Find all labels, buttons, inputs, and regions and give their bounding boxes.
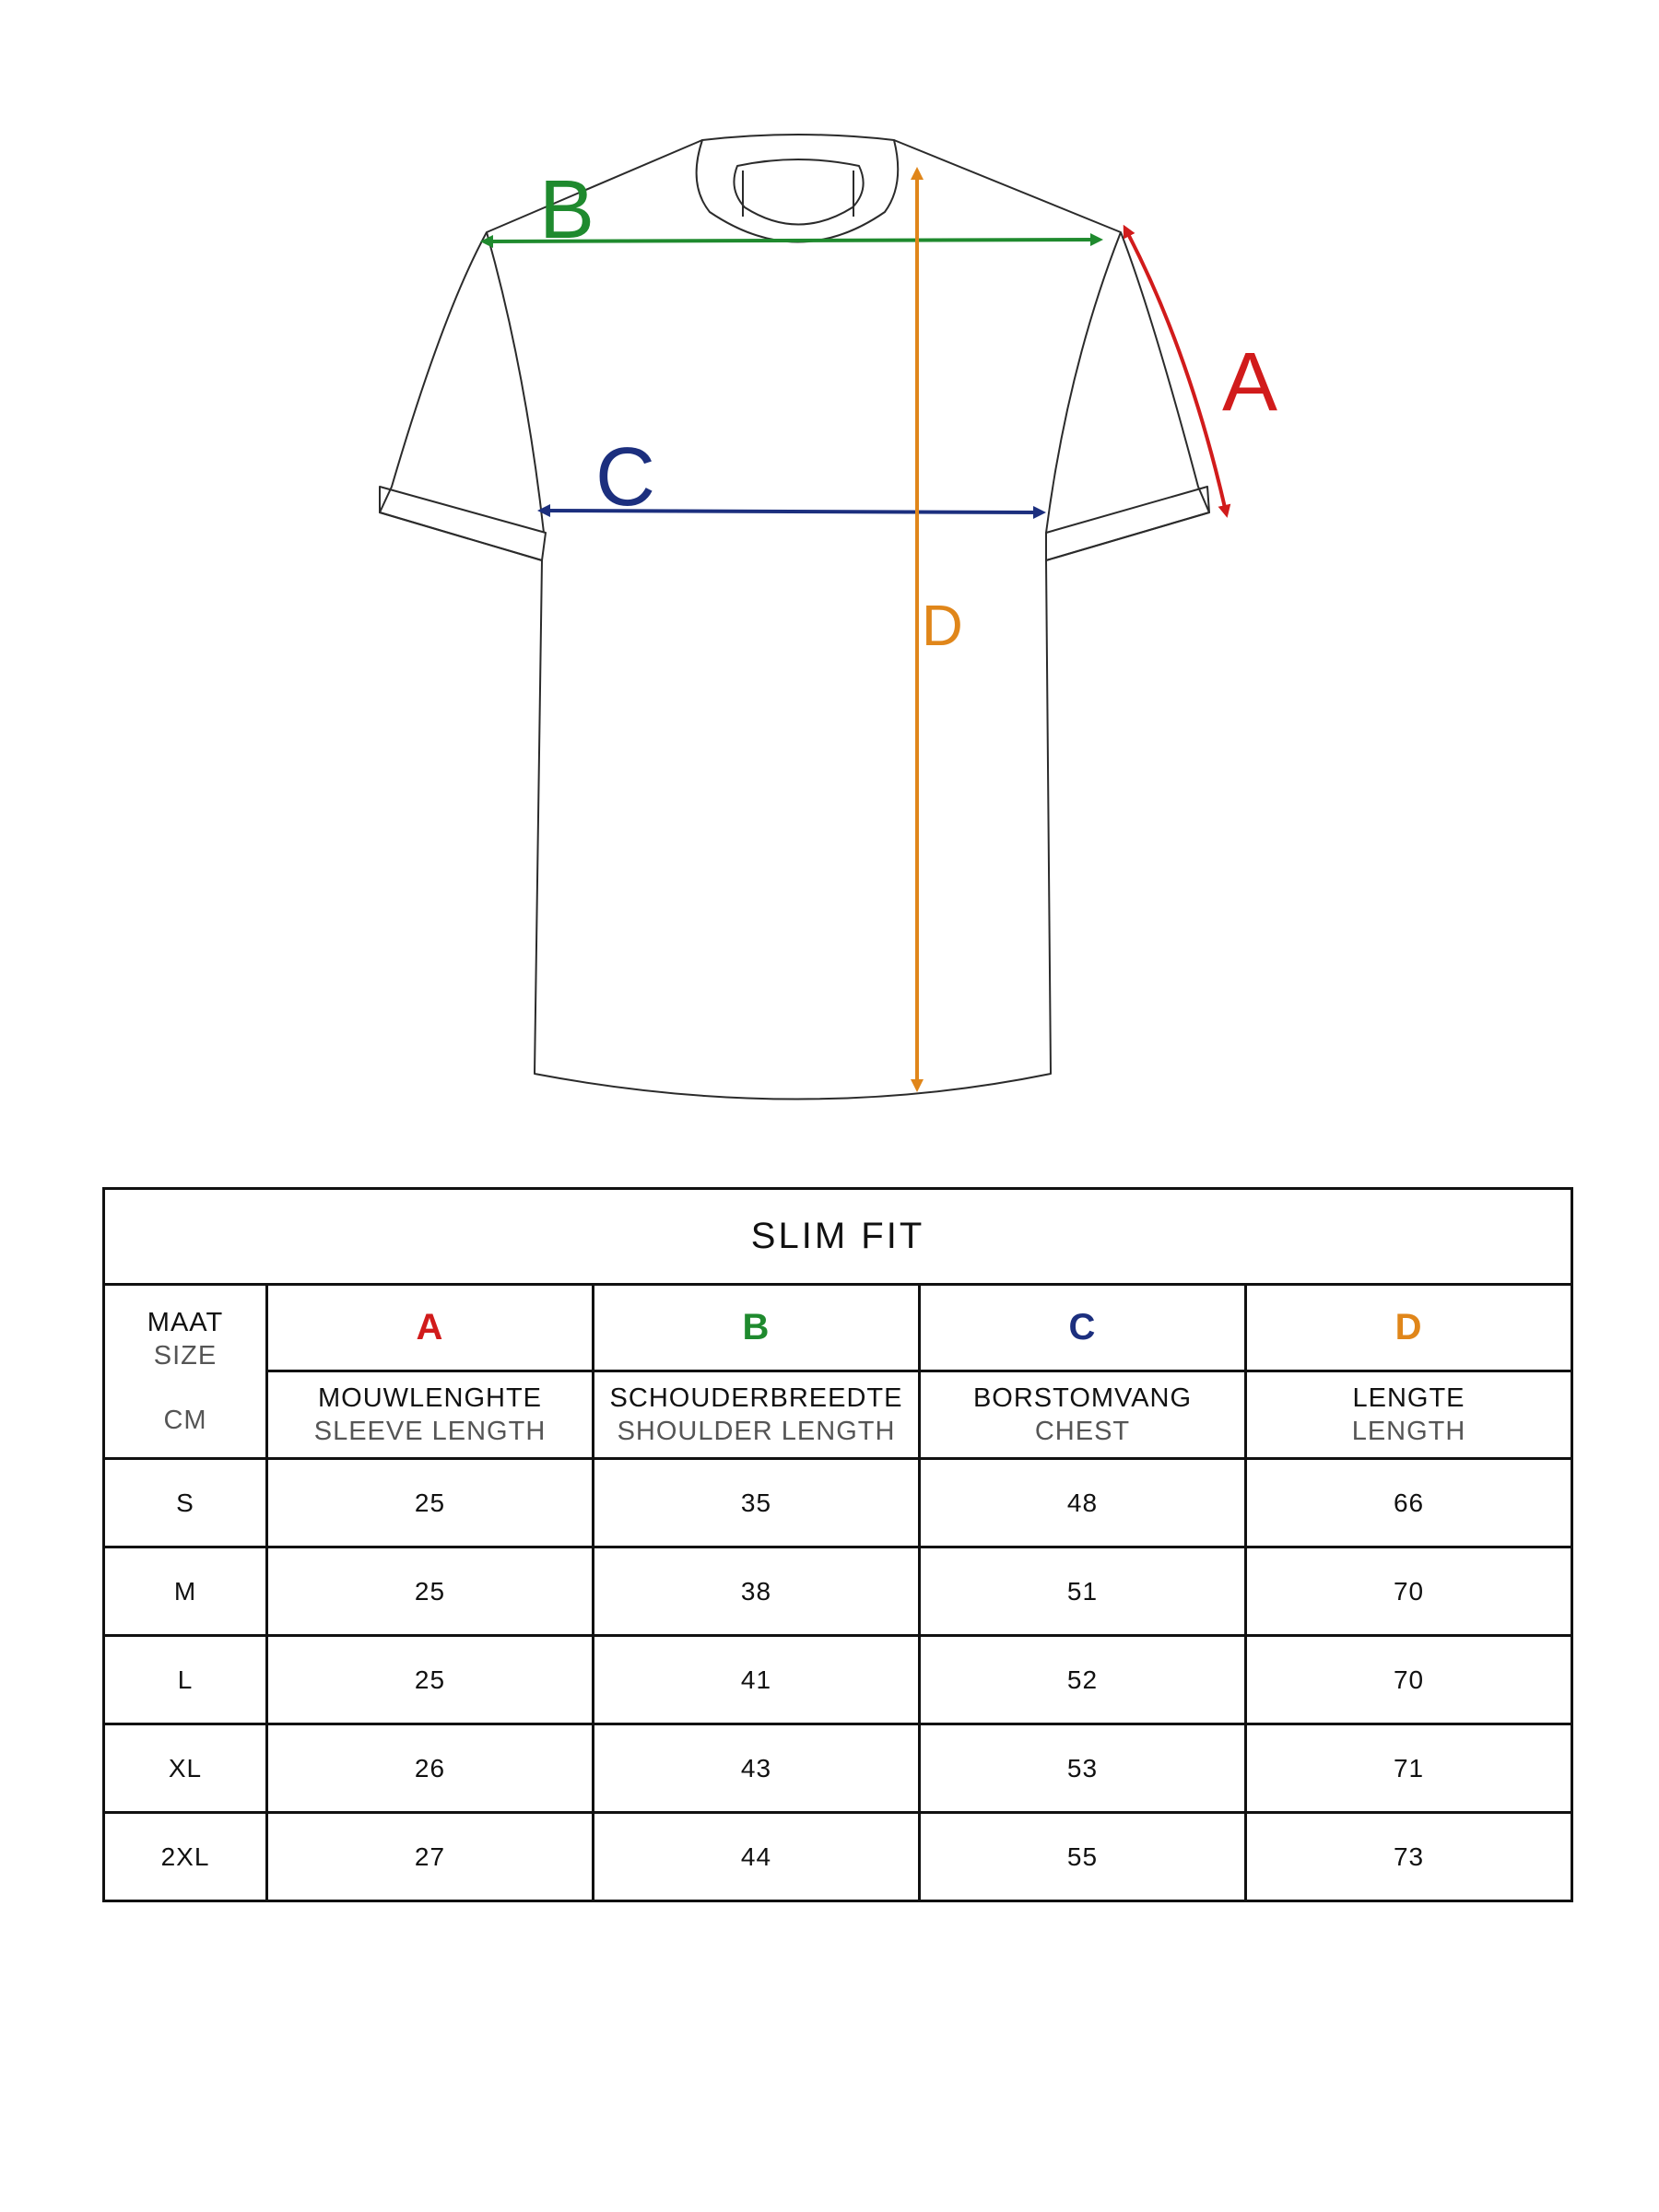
value-cell: 52 [920, 1636, 1246, 1724]
size-cell: XL [104, 1724, 267, 1813]
value-cell: 44 [594, 1813, 920, 1901]
unit-label: CM [163, 1406, 207, 1435]
value-cell: 35 [594, 1459, 920, 1547]
value-cell: 41 [594, 1636, 920, 1724]
table-row [104, 1813, 1572, 1901]
value-cell: 71 [1246, 1724, 1572, 1813]
column-label-d [1246, 1371, 1572, 1459]
column-letter-c: C [920, 1285, 1246, 1371]
value-cell: 73 [1246, 1813, 1572, 1901]
value-cell: 48 [920, 1459, 1246, 1547]
column-label-nl: MOUWLENGHTE [318, 1383, 542, 1413]
marker-c-label: C [595, 431, 655, 524]
size-header-nl: MAAT [147, 1308, 224, 1337]
size-cell: M [104, 1547, 267, 1636]
value-cell: 26 [267, 1724, 594, 1813]
value-cell: 25 [267, 1547, 594, 1636]
value-cell: 66 [1246, 1459, 1572, 1547]
marker-b-label: B [539, 164, 595, 256]
table-row [104, 1724, 1572, 1813]
collar-outer [697, 135, 899, 242]
column-label-b [594, 1371, 920, 1459]
column-label-en: CHEST [1034, 1417, 1131, 1446]
sleeve-length-arrow [1126, 230, 1226, 512]
table-title: SLIM FIT [104, 1189, 1572, 1285]
value-cell: 70 [1246, 1547, 1572, 1636]
size-chart-table [102, 1187, 1573, 1902]
column-letter-a: A [267, 1285, 594, 1371]
column-label-nl: SCHOUDERBREEDTE [609, 1383, 903, 1413]
size-header-cell [104, 1285, 267, 1459]
column-label-nl: LENGTE [1352, 1383, 1465, 1413]
tshirt-body [380, 140, 1209, 1100]
column-label-nl: BORSTOMVANG [972, 1383, 1193, 1413]
column-label-en: SHOULDER LENGTH [617, 1417, 896, 1446]
value-cell: 38 [594, 1547, 920, 1636]
value-cell: 70 [1246, 1636, 1572, 1724]
value-cell: 25 [267, 1636, 594, 1724]
table-row [104, 1547, 1572, 1636]
size-cell: L [104, 1636, 267, 1724]
column-label-a [267, 1371, 594, 1459]
left-armhole-seam [487, 232, 544, 533]
tshirt-outline [380, 135, 1209, 1100]
value-cell: 25 [267, 1459, 594, 1547]
table-row [104, 1636, 1572, 1724]
column-label-en: LENGTH [1351, 1417, 1466, 1446]
size-cell: 2XL [104, 1813, 267, 1901]
column-label-c [920, 1371, 1246, 1459]
collar-inner [734, 159, 863, 225]
column-letter-d: D [1246, 1285, 1572, 1371]
collar-seam [743, 171, 853, 217]
left-cuff [380, 487, 546, 560]
marker-a-label: A [1222, 336, 1278, 429]
value-cell: 27 [267, 1813, 594, 1901]
table-row [104, 1459, 1572, 1547]
size-cell: S [104, 1459, 267, 1547]
value-cell: 55 [920, 1813, 1246, 1901]
column-label-en: SLEEVE LENGTH [313, 1417, 547, 1446]
right-armhole-seam [1046, 232, 1121, 533]
value-cell: 43 [594, 1724, 920, 1813]
size-header-en: SIZE [153, 1341, 218, 1371]
column-letter-b: B [594, 1285, 920, 1371]
value-cell: 53 [920, 1724, 1246, 1813]
value-cell: 51 [920, 1547, 1246, 1636]
marker-d-label: D [922, 594, 963, 658]
right-cuff [1046, 487, 1209, 560]
